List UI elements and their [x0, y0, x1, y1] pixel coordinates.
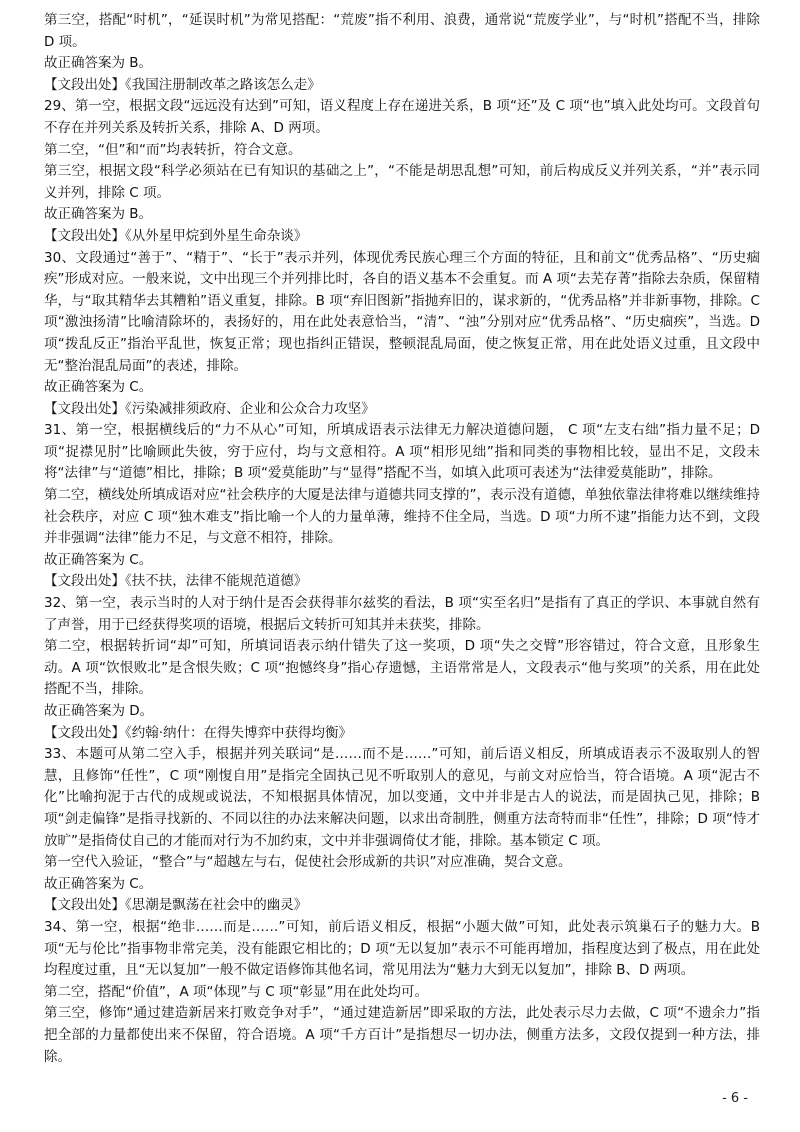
- paragraph: 第一空代入验证，“整合”与“超越左与右，促使社会形成新的共识”对应准确，契合文意。: [44, 854, 572, 871]
- answer-line: 故正确答案为 B。: [44, 55, 153, 72]
- answer-line: 故正确答案为 C。: [44, 379, 153, 396]
- source-line: 【文段出处】《我国注册制改革之路该怎么走》: [44, 76, 321, 93]
- paragraph: 第三空，根据文段“科学必须站在已有知识的基础之上”，“不能是胡思乱想”可知，前后构成反义并列关系，“并”表示同义并列，排除 C 项。: [44, 163, 760, 201]
- answer-line: 故正确答案为 C。: [44, 551, 153, 568]
- source-line: 【文段出处】《污染减排须政府、企业和公众合力攻坚》: [44, 400, 375, 417]
- question-33-paragraph: 33、本题可从第二空入手，根据并列关联词“是……而不是……”可知，前后语义相反，所填成语表示不汲取别人的智慧，且修饰“任性”，C 项“刚愎自用”是指完全固执己见不听取别人的意见，与前文对应恰当，符合语境。A 项“泥古不化”比喻拘泥于古代的成规或说法，不知根据具体情况，加以变通，文中并非是古人的说法，而是固执己见，排除；B 项“剑走偏锋”是指寻找新的、不同以往的办法来解决问题，以求出奇制胜，侧重方法奇特而非“任性”，排除；D 项“恃才放旷”是指倚仗自己的才能而对行为不加约束，文中并非强调倚仗才能，排除。基本锁定 C 项。: [44, 746, 760, 849]
- paragraph: 第三空，修饰“通过建造新居来打败竞争对手”，“通过建造新居”即采取的方法，此处表示尽力去做，C 项“不遗余力”指把全部的力量都使出来不保留，符合语境。A 项“千方百计”是指想尽一切办法，侧重方法多，文段仅提到一种方法，排除。: [44, 1005, 760, 1065]
- source-line: 【文段出处】《从外星甲烷到外星生命杂谈》: [44, 227, 308, 244]
- source-line: 【文段出处】《扶不扶，法律不能规范道德》: [44, 573, 308, 590]
- source-line: 【文段出处】《思潮是飘荡在社会中的幽灵》: [44, 897, 308, 914]
- paragraph: 第二空，横线处所填成语对应“社会秩序的大厦是法律与道德共同支撑的”，表示没有道德，单独依靠法律将难以继续维持社会秩序，对应 C 项“独木难支”指比喻一个人的力量单薄，维持不住全局，当选。D 项“力所不逮”指能力达不到，文段并非强调“法律”能力不足，与文意不相符，排除。: [44, 487, 760, 547]
- paragraph: 第三空，搭配“时机”，“延误时机”为常见搭配：“荒废”指不利用、浪费，通常说“荒废学业”，与“时机”搭配不当，排除 D 项。: [44, 12, 760, 50]
- question-29-paragraph: 29、第一空，根据文段“远远没有达到”可知，语义程度上存在递进关系，B 项“还”及 C 项“也”填入此处均可。文段首句不存在并列关系及转折关系，排除 A、D 两项。: [44, 98, 760, 136]
- question-34-paragraph: 34、第一空，根据“绝非……而是……”可知，前后语义相反，根据“小题大做”可知，此处表示筑巢石子的魅力大。B 项“无与伦比”指事物非常完美，没有能跟它相比的；D 项“无以复加”表示不可能再增加，指程度达到了极点，用在此处均程度过重，且“无以复加”一般不做定语修饰其他名词，常见用法为“魅力大到无以复加”，排除 B、D 两项。: [44, 918, 760, 979]
- answer-line: 故正确答案为 C。: [44, 875, 153, 892]
- question-32-paragraph: 32、第一空，表示当时的人对于纳什是否会获得菲尔兹奖的看法，B 项“实至名归”是指有了真正的学识、本事就自然有了声誉，用于已经获得奖项的语境，根据后文转折可知其并未获奖，排除。: [44, 595, 760, 633]
- answer-line: 故正确答案为 B。: [44, 206, 153, 223]
- paragraph: 第二空，搭配“价值”，A 项“体现”与 C 项“彰显”用在此处均可。: [44, 983, 428, 1000]
- question-31-paragraph: 31、第一空，根据横线后的“力不从心”可知，所填成语表示法律无力解决道德问题， C 项“左支右绌”指力量不足；D 项“捉襟见肘”比喻顾此失彼，穷于应付，均与文意相符。A 项“相形见绌”指和同类的事物相比较，显出不足，文段未将“法律”与“道德”相比，排除；B 项“爱莫能助”与“显得”搭配不当，如填入此项可表述为“法律爱莫能助”，排除。: [44, 422, 760, 482]
- source-line: 【文段出处】《约翰·纳什：在得失博弈中获得均衡》: [44, 724, 353, 741]
- page-number: - 6 -: [722, 1091, 748, 1106]
- paragraph: 第二空，根据转折词“却”可知，所填词语表示纳什错失了这一奖项，D 项“失之交臂”形容错过，符合文意，且形象生动。A 项“饮恨败北”是含恨失败；C 项“抱憾终身”指心存遗憾，主语常常是人，文段表示“他与奖项”的关系，用在此处搭配不当，排除。: [44, 638, 760, 698]
- paragraph: 第二空，“但”和“而”均表转折，符合文意。: [44, 141, 302, 158]
- answer-line: 故正确答案为 D。: [44, 703, 154, 719]
- question-30-paragraph: 30、文段通过“善于”、“精于”、“长于”表示并列，体现优秀民族心理三个方面的特征，且和前文“优秀品格”、“历史痼疾”形成对应。一般来说，文中出现三个并列排比时，各自的语义基本不会重复。而 A 项“去芜存菁”指除去杂质，保留精华，与“取其精华去其糟粕”语义重复，排除。B 项“弃旧图新”指抛弃旧的，谋求新的，“优秀品格”并非新事物，排除。C 项“激浊扬清”比喻清除坏的，表扬好的，用在此处表意恰当，“清”、“浊”分别对应“优秀品格”、“历史痼疾”，当选。D 项“拨乱反正”指治平乱世，恢复正常；现也指纠正错误，整顿混乱局面，使之恢复正常，用在此处语义过重，且文段中无“整治混乱局面”的表述，排除。: [44, 249, 760, 374]
